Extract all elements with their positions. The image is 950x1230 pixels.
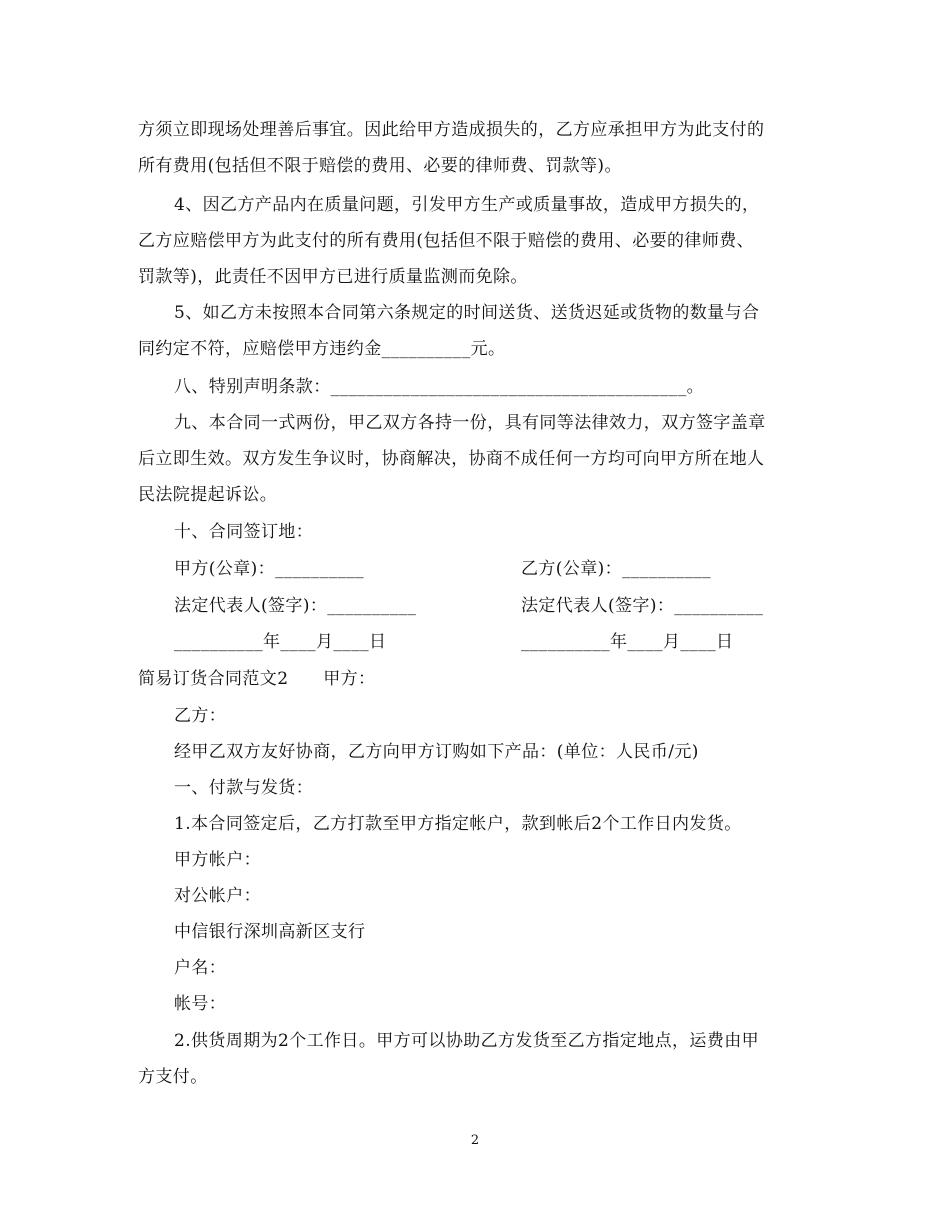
paragraph-line: 2.供货周期为2个工作日。甲方可以协助乙方发货至乙方指定地点，运费由甲 bbox=[174, 1031, 760, 1051]
bank-name: 中信银行深圳高新区支行 bbox=[174, 922, 366, 942]
account-name-label: 户名： bbox=[174, 958, 227, 978]
clause-5-line: 5、如乙方未按照本合同第六条规定的时间送货、送货迟延或货物的数量与合 bbox=[174, 303, 760, 323]
paragraph-line: 后立即生效。双方发生争议时，协商解决，协商不成任何一方均可向甲方所在地人 bbox=[138, 449, 765, 469]
page-number: 2 bbox=[470, 1133, 480, 1148]
paragraph-line: 罚款等)，此责任不因甲方已进行质量监测而免除。 bbox=[138, 267, 528, 287]
corporate-account-label: 对公帐户： bbox=[174, 886, 261, 906]
party-b-representative-field: 法定代表人(签字)：__________ bbox=[521, 596, 764, 616]
paragraph-line: 同约定不符，应赔偿甲方违约金__________元。 bbox=[138, 339, 506, 359]
paragraph-line: 乙方应赔偿甲方为此支付的所有费用(包括但不限于赔偿的费用、必要的律师费、 bbox=[138, 231, 755, 251]
section-heading: 简易订货合同范文2 甲方： bbox=[138, 669, 376, 689]
account-label: 甲方帐户： bbox=[174, 850, 261, 870]
party-a-seal-field: 甲方(公章)：__________ bbox=[174, 559, 365, 579]
account-number-label: 帐号： bbox=[174, 994, 227, 1014]
clause-9-line: 九、本合同一式两份，甲乙双方各持一份，具有同等法律效力，双方签字盖章 bbox=[174, 413, 766, 433]
party-b-date-field: __________年____月____日 bbox=[521, 632, 734, 652]
party-a-representative-field: 法定代表人(签字)：__________ bbox=[174, 596, 417, 616]
paragraph-line: 方支付。 bbox=[138, 1067, 208, 1087]
paragraph-line: 经甲乙双方友好协商，乙方向甲方订购如下产品：(单位：人民币/元) bbox=[174, 742, 699, 762]
party-a-date-field: __________年____月____日 bbox=[174, 632, 387, 652]
payment-heading: 一、付款与发货： bbox=[174, 778, 314, 798]
clause-4-line: 4、因乙方产品内在质量问题，引发甲方生产或质量事故，造成甲方损失的， bbox=[174, 195, 760, 215]
party-b-seal-field: 乙方(公章)：__________ bbox=[521, 559, 712, 579]
paragraph-line: 方须立即现场处理善后事宜。因此给甲方造成损失的，乙方应承担甲方为此支付的 bbox=[138, 120, 765, 140]
party-b-label: 乙方： bbox=[174, 706, 227, 726]
paragraph-line: 所有费用(包括但不限于赔偿的费用、必要的律师费、罚款等)。 bbox=[138, 156, 622, 176]
clause-8-line: 八、特别声明条款：________________________________________。 bbox=[174, 377, 704, 397]
paragraph-line: 民法院提起诉讼。 bbox=[138, 485, 278, 505]
paragraph-line: 1.本合同签定后，乙方打款至甲方指定帐户，款到帐后2个工作日内发货。 bbox=[174, 814, 742, 834]
clause-10-line: 十、合同签订地： bbox=[174, 522, 314, 542]
